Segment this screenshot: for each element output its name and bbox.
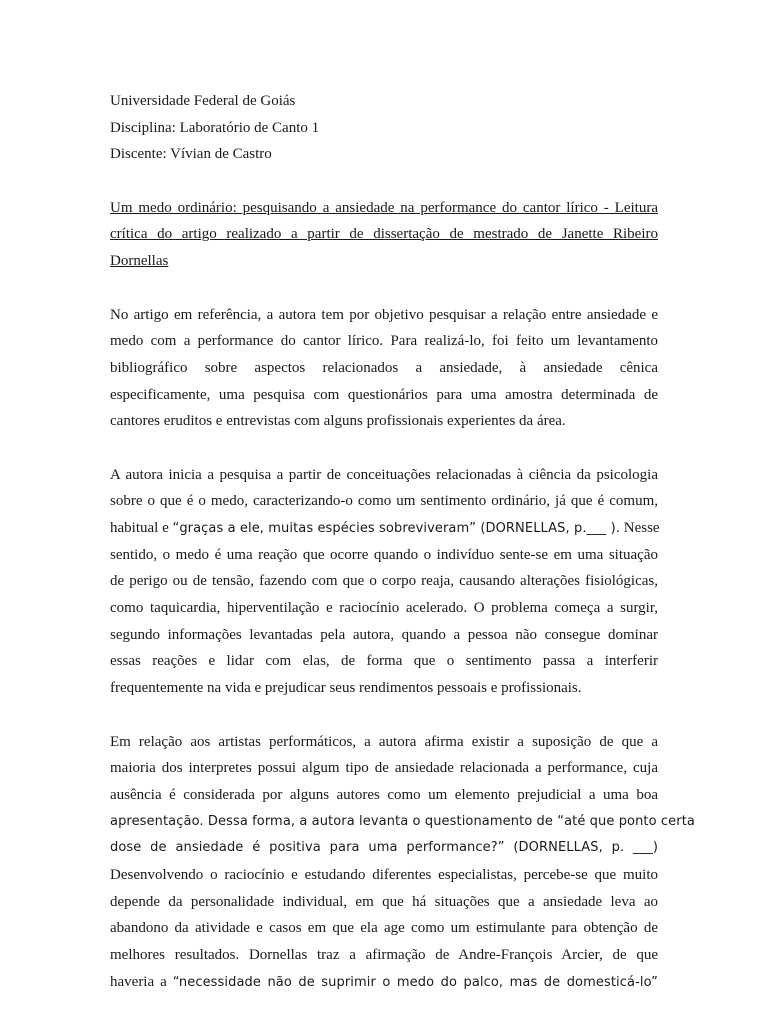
text-line: essas reações e lidar com elas, de forma que o sentimento passa a interferir: [110, 653, 658, 670]
text-line: depende da personalidade individual, em que há situações que a ansiedade leva ao: [110, 893, 658, 910]
text-line: Desenvolvendo o raciocínio e estudando diferentes especialistas, percebe-se que muito: [110, 866, 658, 883]
text-line: Em relação aos artistas performáticos, a autora afirma existir a suposição de que a: [110, 733, 658, 750]
text-line-mixed: [110, 809, 695, 836]
text-line: maioria dos interpretes possui algum tipo de ansiedade relacionada a performance, cuja: [110, 760, 658, 777]
text-line: sentido, o medo é uma reação que ocorre quando o indivíduo sente-se em uma situação: [110, 546, 658, 563]
text-line: frequentemente na vida e prejudicar seus rendimentos pessoais e profissionais.: [110, 680, 582, 697]
title-line: Um medo ordinário: pesquisando a ansiedade na performance do cantor lírico - Leitura: [110, 199, 658, 216]
text-line: abandono da atividade e casos em que ela age como um estimulante para obtenção de: [110, 920, 658, 937]
text-line: cantores eruditos e entrevistas com alguns profissionais experientes da área.: [110, 413, 566, 430]
quote-span: “necessidade não de suprimir o medo do palco, mas de domesticá-lo”: [172, 974, 658, 990]
quote-span: “graças a ele, muitas espécies sobreviveram” (DORNELLAS, p.___ ).: [172, 521, 621, 536]
text-line: ausência é considerada por alguns autores como um elemento prejudicial a uma boa: [110, 786, 658, 803]
quote-line: dose de ansiedade é positiva para uma performance?” (DORNELLAS, p. ___): [110, 840, 658, 856]
text-span: habitual e: [110, 520, 169, 536]
text-line: melhores resultados. Dornellas traz a afirmação de Andre-François Arcier, de que: [110, 947, 658, 963]
university-line: Universidade Federal de Goiás: [110, 93, 296, 109]
quote-span: Dessa forma, a autora levanta o questionamento de “até que ponto certa: [207, 813, 695, 829]
title-line: Dornellas: [110, 253, 169, 270]
document-title: [110, 195, 658, 275]
text-line: bibliográfico sobre aspectos relacionados a ansiedade, à ansiedade cênica: [110, 359, 658, 376]
text-line: medo com a performance do cantor lírico. Para realizá-lo, foi feito um levantamento: [110, 333, 658, 350]
paragraph-2: [110, 462, 658, 702]
text-span: haveria a: [110, 973, 167, 990]
text-span: Nesse: [623, 520, 660, 536]
student-line: Discente: Vívian de Castro: [110, 146, 272, 163]
paragraph-3: [110, 729, 695, 996]
text-line-mixed: [110, 969, 658, 996]
title-line: crítica do artigo realizado a partir de dissertação de mestrado de Janette Ribeiro: [110, 226, 658, 243]
discipline-line: Disciplina: Laboratório de Canto 1: [110, 119, 320, 136]
text-line: A autora inicia a pesquisa a partir de conceituações relacionadas à ciência da psicologia: [110, 466, 658, 483]
paragraph-1: [110, 302, 658, 435]
document-page: [110, 88, 695, 995]
text-span: apresentação.: [110, 813, 204, 829]
text-line: como taquicardia, hiperventilação e raciocínio acelerado. O problema começa a surgir,: [110, 600, 658, 617]
text-line-mixed: [110, 515, 658, 542]
text-line: de perigo ou de tensão, fazendo com que o corpo reaja, causando alterações fisiológicas,: [110, 573, 658, 590]
text-line: especificamente, uma pesquisa com questionários para uma amostra determinada de: [110, 386, 658, 403]
text-line: segundo informações levantadas pela autora, quando a pessoa não consegue dominar: [110, 626, 658, 643]
text-line: sobre o que é o medo, caracterizando-o como um sentimento ordinário, já que é comum,: [110, 493, 658, 510]
text-line: No artigo em referência, a autora tem por objetivo pesquisar a relação entre ansiedade e: [110, 306, 658, 323]
